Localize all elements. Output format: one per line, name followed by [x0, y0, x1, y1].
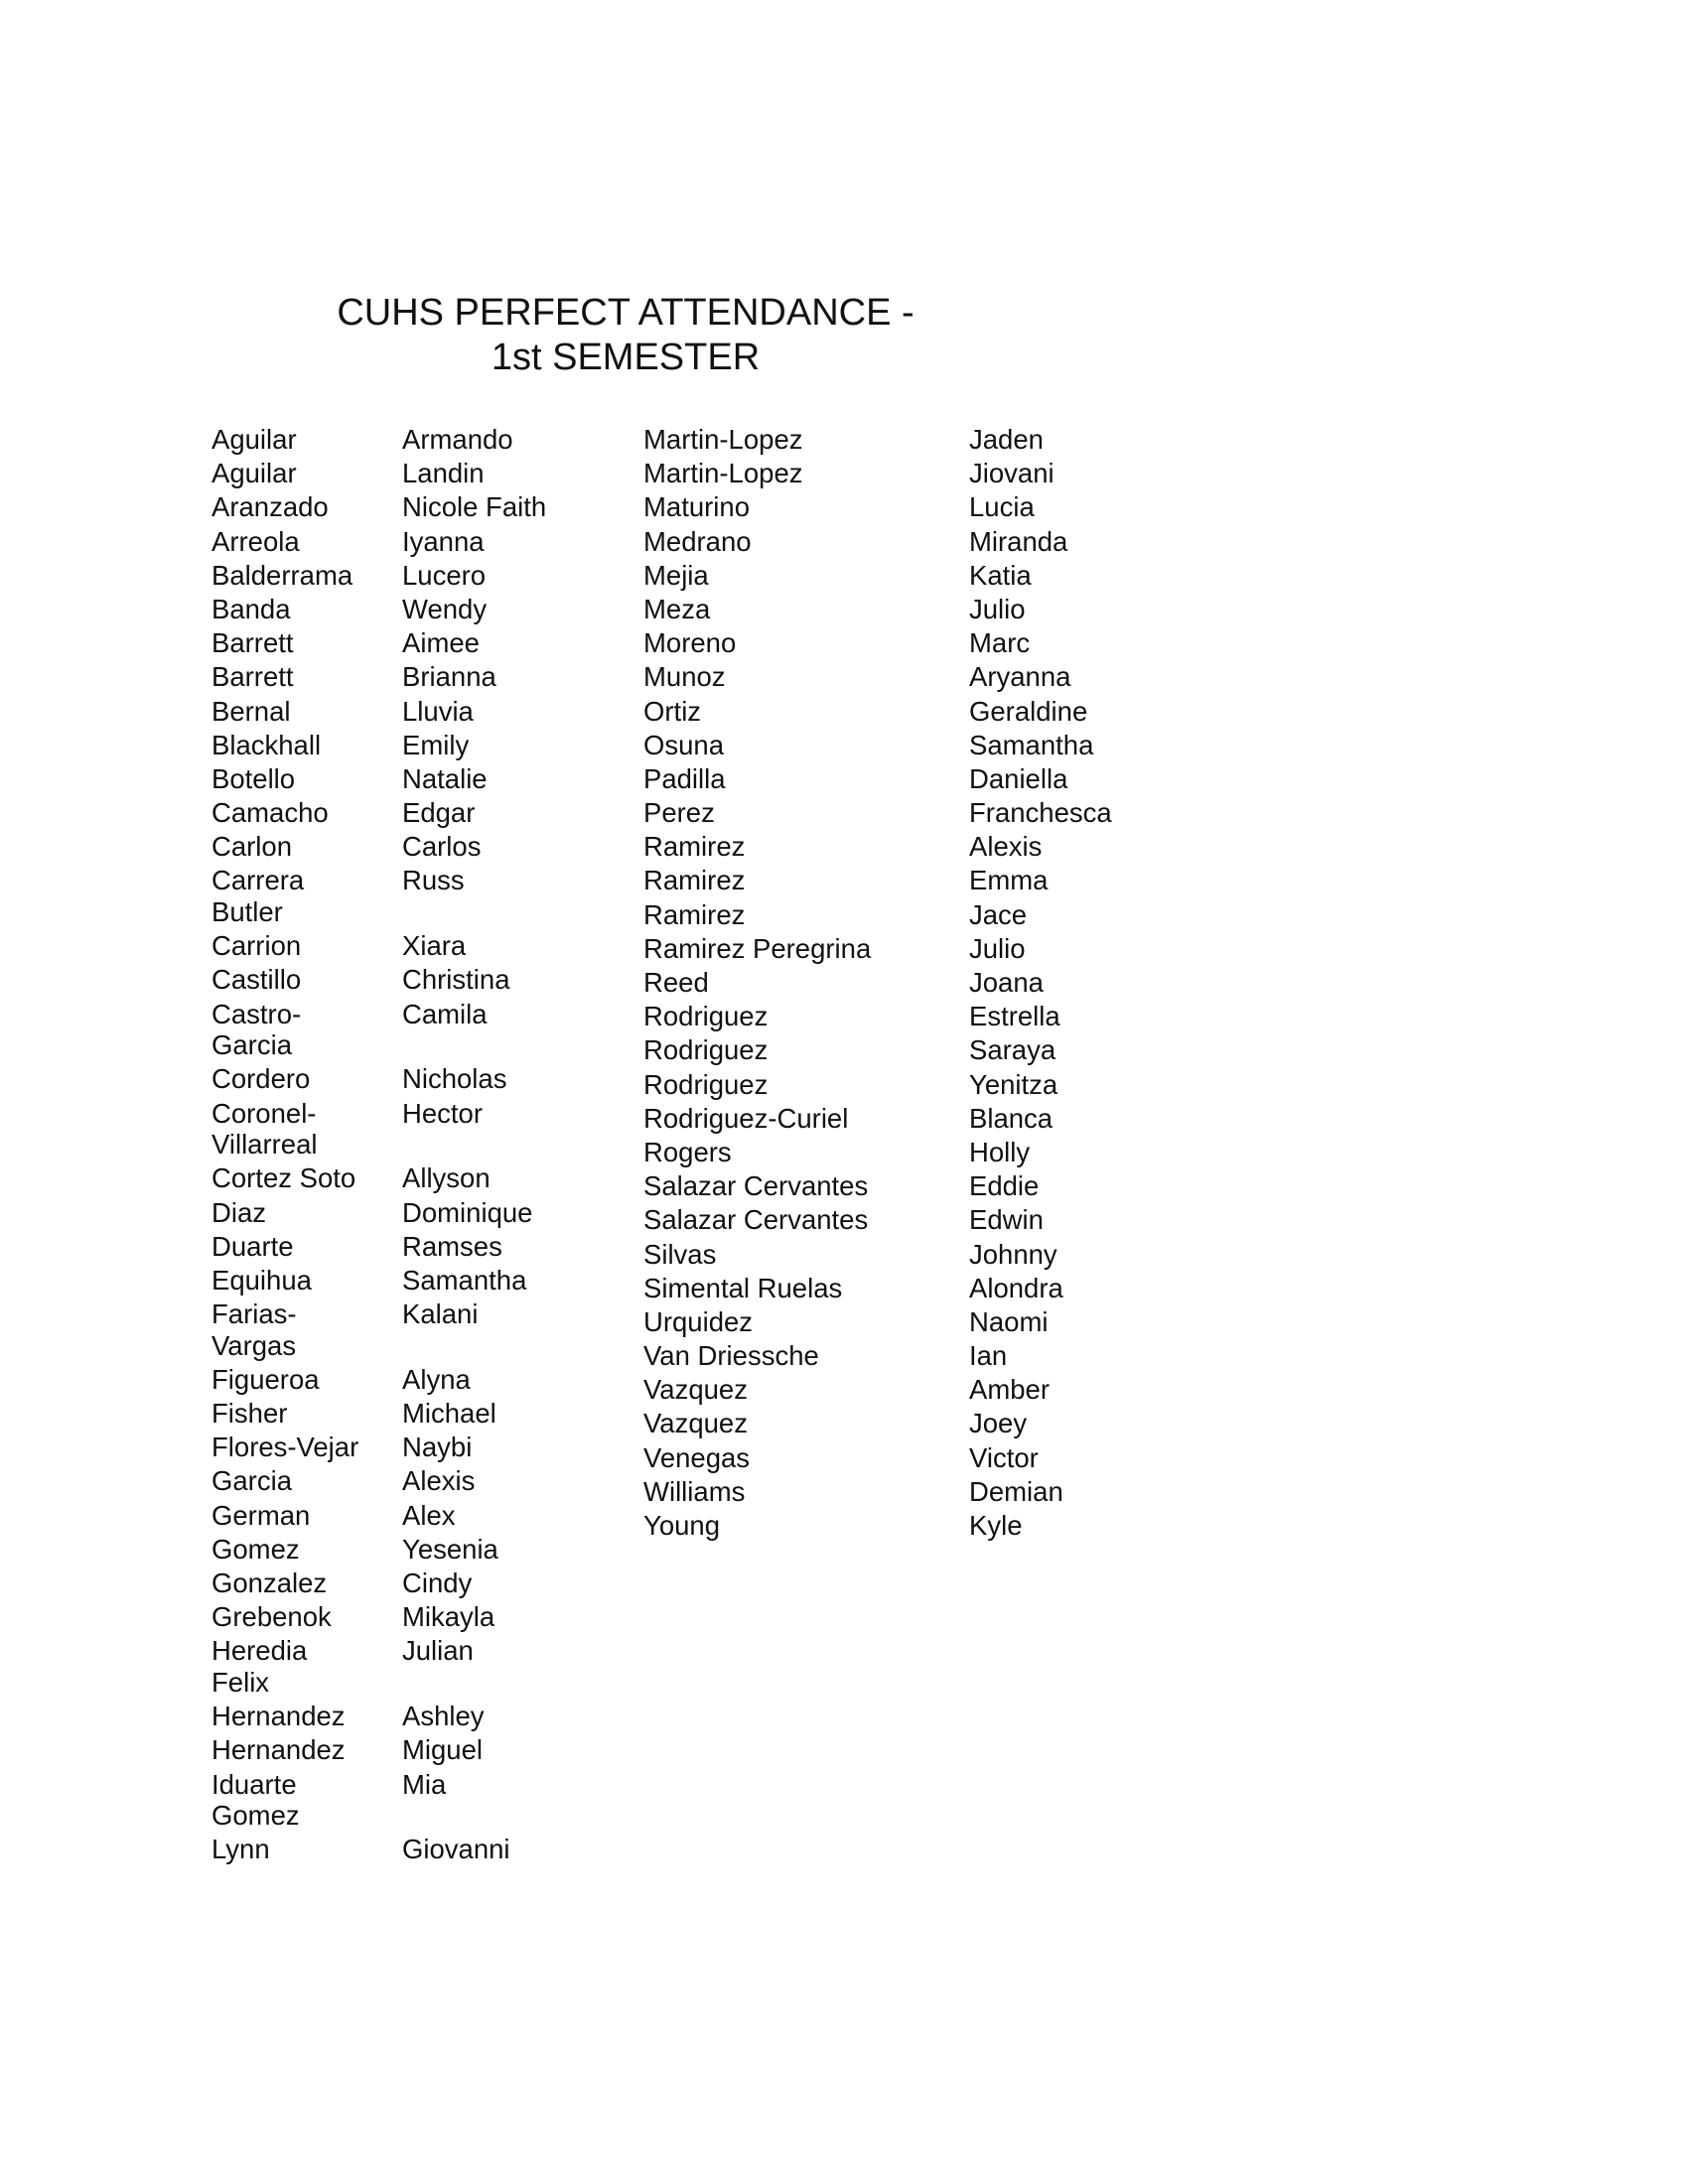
student-row	[211, 730, 640, 761]
student-row	[211, 1834, 640, 1865]
student-first-name: Kyle	[969, 1510, 1023, 1541]
student-row	[211, 560, 640, 592]
student-last-name: Camacho	[211, 797, 329, 829]
student-row	[643, 1510, 1207, 1542]
student-row	[211, 1231, 640, 1263]
student-first-name: Naybi	[402, 1432, 473, 1463]
student-first-name: Lucia	[969, 491, 1035, 523]
student-row	[643, 1442, 1207, 1474]
student-last-name: Ramirez	[643, 898, 746, 930]
student-first-name: Johnny	[969, 1238, 1057, 1270]
student-first-name: Ian	[969, 1340, 1008, 1372]
student-row	[211, 627, 640, 659]
title-line-2: 1st SEMESTER	[491, 337, 761, 379]
student-first-name: Alexis	[402, 1465, 476, 1497]
student-last-name: Banda	[211, 593, 291, 624]
student-row	[643, 627, 1207, 659]
student-last-name: Williams	[643, 1475, 746, 1507]
student-row	[211, 1398, 640, 1430]
student-last-name: Flores-Vejar	[211, 1432, 359, 1463]
student-last-name: Rodriguez	[643, 1001, 769, 1032]
student-last-name: Farias- Vargas	[211, 1298, 297, 1361]
student-row	[643, 1408, 1207, 1439]
student-last-name: Figueroa	[211, 1363, 320, 1395]
student-first-name: Carlos	[402, 831, 482, 863]
student-last-name: Hernandez	[211, 1734, 346, 1766]
student-first-name: Dominique	[402, 1196, 533, 1228]
student-first-name: Wendy	[402, 593, 488, 624]
student-first-name: Aryanna	[969, 661, 1071, 693]
student-row	[643, 1306, 1207, 1338]
student-first-name: Samantha	[402, 1264, 527, 1296]
student-row	[211, 1364, 640, 1396]
student-last-name: Lynn	[211, 1834, 270, 1865]
student-row	[211, 1568, 640, 1599]
student-first-name: Geraldine	[969, 695, 1088, 727]
student-last-name: Young	[643, 1510, 720, 1541]
student-last-name: German	[211, 1499, 311, 1531]
student-first-name: Miguel	[402, 1734, 484, 1766]
student-row	[643, 797, 1207, 829]
student-last-name: Coronel- Villarreal	[211, 1097, 318, 1160]
student-row	[211, 831, 640, 863]
student-first-name: Jiovani	[969, 458, 1055, 489]
student-row	[643, 526, 1207, 558]
student-last-name: Salazar Cervantes	[643, 1204, 869, 1236]
student-row	[643, 1170, 1207, 1202]
student-last-name: Munoz	[643, 661, 726, 693]
student-first-name: Julio	[969, 932, 1026, 964]
student-row	[643, 933, 1207, 965]
student-first-name: Brianna	[402, 661, 496, 693]
student-first-name: Alondra	[969, 1272, 1063, 1303]
student-row	[211, 1298, 640, 1361]
student-last-name: Heredia Felix	[211, 1635, 308, 1698]
student-first-name: Blanca	[969, 1102, 1054, 1134]
student-last-name: Bernal	[211, 695, 291, 727]
student-last-name: Medrano	[643, 525, 752, 557]
student-row	[643, 1137, 1207, 1168]
student-row	[211, 1769, 640, 1832]
student-first-name: Landin	[402, 458, 485, 489]
student-last-name: Rogers	[643, 1136, 732, 1167]
student-last-name: Barrett	[211, 627, 294, 659]
student-last-name: Equihua	[211, 1264, 312, 1296]
student-last-name: Hernandez	[211, 1701, 346, 1732]
student-first-name: Demian	[969, 1475, 1063, 1507]
student-row	[643, 1239, 1207, 1271]
student-last-name: Castillo	[211, 964, 302, 996]
student-first-name: Estrella	[969, 1001, 1060, 1032]
student-first-name: Ashley	[402, 1701, 485, 1732]
student-row	[211, 696, 640, 728]
student-row	[211, 1734, 640, 1766]
student-row	[211, 964, 640, 996]
student-last-name: Ramirez	[643, 831, 746, 863]
student-last-name: Martin-Lopez	[643, 424, 803, 455]
student-row	[643, 831, 1207, 863]
student-row	[643, 696, 1207, 728]
student-first-name: Jace	[969, 898, 1028, 930]
student-first-name: Katia	[969, 559, 1032, 591]
student-row	[643, 763, 1207, 795]
student-row	[643, 424, 1207, 456]
student-row	[211, 424, 640, 456]
student-row	[643, 1034, 1207, 1066]
student-last-name: Osuna	[643, 729, 725, 760]
student-row	[211, 458, 640, 489]
student-first-name: Mikayla	[402, 1601, 495, 1633]
student-last-name: Blackhall	[211, 729, 322, 760]
student-first-name: Miranda	[969, 525, 1068, 557]
student-last-name: Perez	[643, 797, 715, 829]
student-first-name: Iyanna	[402, 525, 485, 557]
student-first-name: Cindy	[402, 1568, 473, 1598]
student-first-name: Victor	[969, 1441, 1039, 1473]
student-last-name: Vazquez	[643, 1408, 748, 1439]
student-last-name: Ramirez	[643, 865, 746, 896]
student-last-name: Aranzado	[211, 491, 329, 523]
student-row	[643, 491, 1207, 523]
student-last-name: Arreola	[211, 525, 300, 557]
student-row	[643, 967, 1207, 999]
student-last-name: Cordero	[211, 1063, 311, 1095]
student-row	[643, 594, 1207, 625]
student-first-name: Julian	[402, 1635, 474, 1667]
student-row	[643, 661, 1207, 693]
roster-list-left	[211, 424, 640, 1868]
student-first-name: Naomi	[969, 1305, 1049, 1337]
student-last-name: Padilla	[643, 762, 726, 794]
student-last-name: Venegas	[643, 1441, 751, 1473]
student-first-name: Russ	[402, 865, 465, 896]
student-first-name: Allyson	[402, 1162, 491, 1194]
student-first-name: Kalani	[402, 1298, 479, 1330]
student-last-name: Gomez	[211, 1533, 300, 1565]
student-row	[643, 1204, 1207, 1236]
student-last-name: Botello	[211, 762, 296, 794]
student-first-name: Joana	[969, 967, 1044, 998]
student-first-name: Holly	[969, 1136, 1031, 1167]
student-last-name: Aguilar	[211, 424, 297, 455]
student-row	[211, 1601, 640, 1633]
student-first-name: Julio	[969, 593, 1026, 624]
student-last-name: Maturino	[643, 491, 750, 523]
student-first-name: Ramses	[402, 1230, 502, 1262]
student-row	[643, 1069, 1207, 1101]
student-row	[643, 1103, 1207, 1135]
student-last-name: Balderrama	[211, 559, 353, 591]
student-first-name: Amber	[969, 1374, 1050, 1406]
student-first-name: Nicholas	[402, 1063, 507, 1095]
student-row	[643, 1340, 1207, 1372]
student-row	[211, 930, 640, 962]
student-last-name: Aguilar	[211, 458, 297, 489]
student-row	[643, 458, 1207, 489]
student-first-name: Alex	[402, 1499, 456, 1531]
student-last-name: Carrera Butler	[211, 865, 305, 928]
student-first-name: Emma	[969, 865, 1049, 896]
student-last-name: Mejia	[643, 559, 709, 591]
student-last-name: Reed	[643, 967, 709, 998]
student-last-name: Rodriguez-Curiel	[643, 1102, 849, 1134]
title-line-1: CUHS PERFECT ATTENDANCE -	[337, 292, 914, 335]
student-last-name: Castro- Garcia	[211, 998, 302, 1061]
student-last-name: Gonzalez	[211, 1568, 328, 1598]
student-first-name: Yesenia	[402, 1533, 498, 1565]
student-first-name: Michael	[402, 1398, 496, 1430]
student-last-name: Grebenok	[211, 1601, 332, 1633]
student-last-name: Simental Ruelas	[643, 1272, 843, 1303]
student-first-name: Saraya	[969, 1034, 1056, 1066]
student-first-name: Eddie	[969, 1170, 1040, 1202]
student-last-name: Carrion	[211, 930, 302, 962]
student-row	[643, 865, 1207, 896]
student-row	[211, 594, 640, 625]
student-first-name: Mia	[402, 1768, 447, 1800]
student-last-name: Urquidez	[643, 1305, 754, 1337]
student-last-name: Carlon	[211, 831, 293, 863]
student-row	[211, 797, 640, 829]
student-first-name: Nicole Faith	[402, 491, 547, 523]
student-first-name: Giovanni	[402, 1834, 510, 1865]
student-first-name: Lucero	[402, 559, 487, 591]
student-row	[211, 999, 640, 1061]
student-row	[211, 865, 640, 927]
student-row	[211, 1098, 640, 1160]
student-last-name: Rodriguez	[643, 1068, 769, 1100]
student-last-name: Ortiz	[643, 695, 702, 727]
student-last-name: Barrett	[211, 661, 294, 693]
student-row	[643, 1273, 1207, 1304]
student-first-name: Jaden	[969, 424, 1044, 455]
student-first-name: Franchesca	[969, 797, 1112, 829]
student-row	[211, 526, 640, 558]
student-last-name: Duarte	[211, 1230, 294, 1262]
student-last-name: Cortez Soto	[211, 1162, 356, 1194]
student-row	[211, 1063, 640, 1095]
student-row	[211, 1197, 640, 1229]
student-last-name: Garcia	[211, 1465, 292, 1497]
student-last-name: Salazar Cervantes	[643, 1170, 869, 1202]
student-first-name: Alexis	[969, 831, 1043, 863]
student-row	[211, 1162, 640, 1194]
student-first-name: Lluvia	[402, 695, 474, 727]
student-row	[643, 1374, 1207, 1406]
student-last-name: Diaz	[211, 1196, 267, 1228]
student-row	[211, 763, 640, 795]
student-row	[211, 1701, 640, 1732]
student-first-name: Edwin	[969, 1204, 1044, 1236]
student-row	[211, 491, 640, 523]
student-first-name: Christina	[402, 964, 510, 996]
student-row	[211, 1534, 640, 1566]
student-row	[211, 1500, 640, 1532]
student-last-name: Fisher	[211, 1398, 288, 1430]
student-last-name: Martin-Lopez	[643, 458, 803, 489]
student-first-name: Camila	[402, 998, 488, 1029]
student-row	[643, 899, 1207, 931]
student-last-name: Meza	[643, 593, 711, 624]
student-first-name: Armando	[402, 424, 513, 455]
student-first-name: Hector	[402, 1097, 483, 1129]
student-row	[643, 730, 1207, 761]
student-first-name: Edgar	[402, 797, 476, 829]
student-row	[211, 1635, 640, 1698]
student-last-name: Moreno	[643, 627, 737, 659]
student-row	[643, 1476, 1207, 1508]
student-last-name: Van Driessche	[643, 1340, 819, 1372]
student-first-name: Marc	[969, 627, 1031, 659]
roster-list-right	[643, 424, 1207, 1544]
student-row	[211, 1265, 640, 1297]
student-row	[211, 661, 640, 693]
student-last-name: Vazquez	[643, 1374, 748, 1406]
student-first-name: Aimee	[402, 627, 480, 659]
student-row	[643, 1001, 1207, 1032]
student-first-name: Emily	[402, 729, 470, 760]
student-first-name: Daniella	[969, 762, 1068, 794]
student-first-name: Natalie	[402, 762, 488, 794]
student-row	[211, 1432, 640, 1463]
student-last-name: Rodriguez	[643, 1034, 769, 1066]
student-row	[643, 560, 1207, 592]
student-first-name: Yenitza	[969, 1068, 1058, 1100]
student-last-name: Silvas	[643, 1238, 717, 1270]
student-first-name: Xiara	[402, 930, 467, 962]
page-title	[318, 291, 933, 380]
student-last-name: Ramirez Peregrina	[643, 932, 872, 964]
student-row	[211, 1465, 640, 1497]
student-first-name: Alyna	[402, 1363, 471, 1395]
student-first-name: Joey	[969, 1408, 1028, 1439]
student-first-name: Samantha	[969, 729, 1094, 760]
student-last-name: Iduarte Gomez	[211, 1768, 300, 1832]
